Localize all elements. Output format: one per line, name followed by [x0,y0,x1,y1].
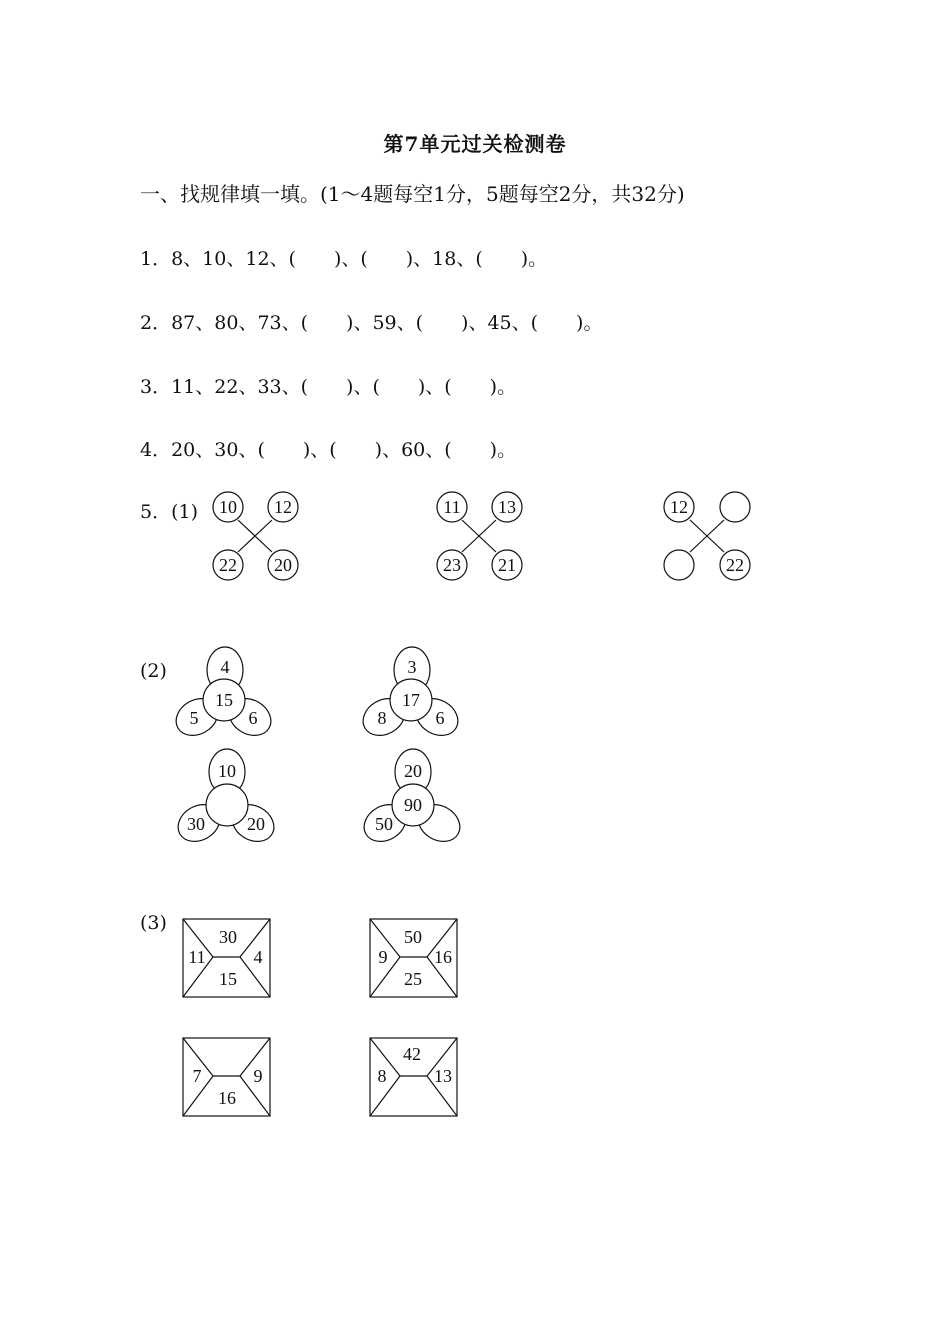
p1-center: 15 [215,690,233,710]
p3-top: 10 [218,761,236,781]
question-1: 1．8、10、12、( )、( )、18、( )。 [140,248,548,270]
x-diagram-3 [664,492,750,580]
x2-tr: 13 [498,497,516,517]
x2-br: 21 [498,555,516,575]
p1-right: 6 [248,708,258,728]
x2-tl: 11 [443,497,461,517]
q5-part2-label: (2) [140,660,167,682]
page-title: 第7单元过关检测卷 [383,132,567,156]
p1-left: 5 [189,708,199,728]
b3-left: 7 [192,1066,202,1086]
x-diagram-2 [437,492,522,580]
p4-left: 50 [375,814,393,834]
b3-right: 9 [253,1066,263,1086]
box-diagram-2 [370,919,457,997]
p3-left: 30 [187,814,205,834]
question-4: 4．20、30、( )、( )、60、( )。 [140,439,517,461]
p2-center: 17 [402,690,420,710]
x1-bl: 22 [219,555,237,575]
petal-diagram-1 [169,647,277,743]
x2-bl: 23 [443,555,461,575]
x3-tl: 12 [670,497,688,517]
p2-top: 3 [407,657,417,677]
b1-top: 30 [219,927,237,947]
b4-right: 13 [434,1066,452,1086]
b1-right: 4 [253,947,263,967]
question-3: 3．11、22、33、( )、( )、( )。 [140,376,517,398]
q5-part3-label: (3) [140,912,167,934]
b1-left: 11 [188,947,206,967]
p3-right: 20 [247,814,265,834]
x-diagram-1 [213,492,298,580]
b2-left: 9 [378,947,388,967]
petal-diagram-4 [357,749,466,849]
x1-tr: 12 [274,497,292,517]
petal-diagram-3 [171,749,280,849]
p4-center: 90 [404,795,422,815]
question-2: 2．87、80、73、( )、59、( )、45、( )。 [140,312,603,334]
box-diagram-3 [183,1038,270,1116]
p4-top: 20 [404,761,422,781]
p2-right: 6 [435,708,445,728]
b4-left: 8 [377,1066,387,1086]
box-diagram-4 [370,1038,457,1116]
p2-left: 8 [377,708,387,728]
b2-right: 16 [434,947,452,967]
x1-tl: 10 [219,497,237,517]
b4-top: 42 [403,1044,421,1064]
b1-bottom: 15 [219,969,237,989]
b3-bottom: 16 [218,1088,236,1108]
x3-br: 22 [726,555,744,575]
b2-bottom: 25 [404,969,422,989]
x1-br: 20 [274,555,292,575]
section-heading: 一、找规律填一填。(1～4题每空1分，5题每空2分，共32分) [140,182,685,206]
box-diagram-1 [183,919,270,997]
petal-diagram-2 [356,647,464,743]
q5-part1-label: 5．(1) [140,501,199,523]
p1-top: 4 [220,657,230,677]
b2-top: 50 [404,927,422,947]
